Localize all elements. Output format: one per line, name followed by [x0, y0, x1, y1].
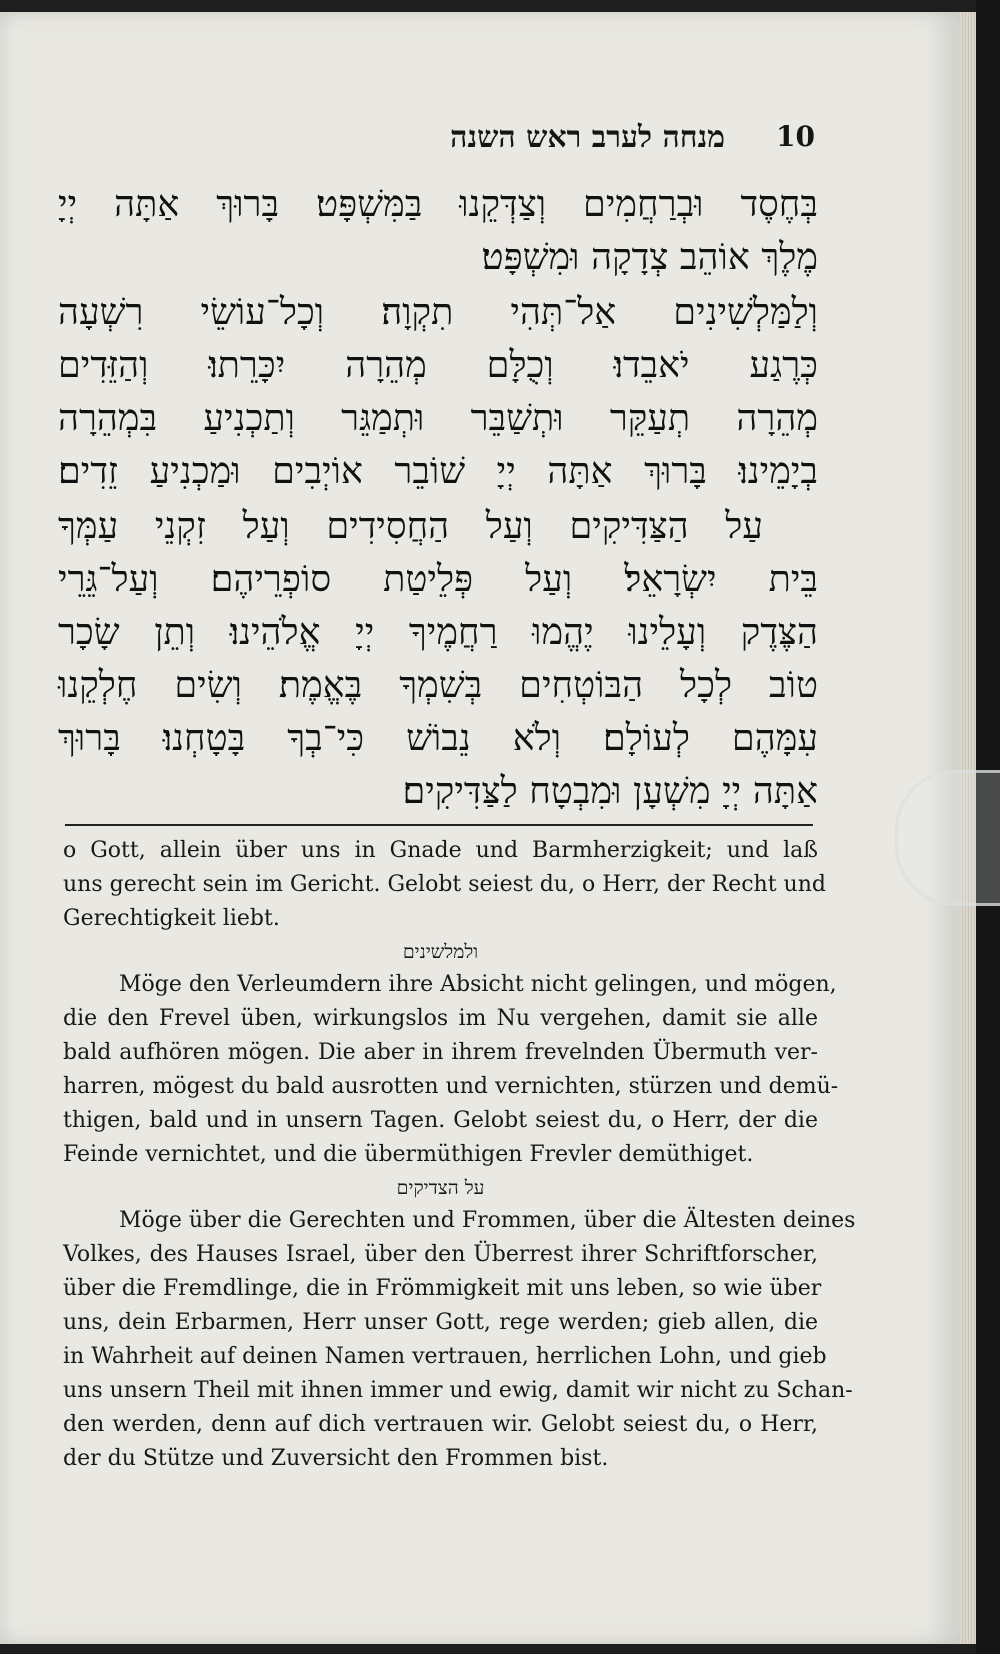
german-line: harren, mögest du bald ausrotten und vernichten, stürzen und demü- [63, 1074, 839, 1099]
german-line: uns, dein Erbarmen, Herr unser Gott, rege werden; gieb allen, die [63, 1310, 818, 1335]
german-line: uns unsern Theil mit ihnen immer und ewig, damit wir nicht zu Schan- [63, 1378, 853, 1403]
hebrew-paragraph-1 [58, 177, 818, 283]
section-divider [65, 824, 813, 826]
section-heading-hebrew: ולמלשינים [402, 941, 479, 963]
german-line: uns gerecht sein im Gericht. Gelobt seiest du, o Herr, der Recht und [63, 872, 826, 897]
german-translation [63, 834, 856, 1476]
hebrew-line: עִמָּהֶם לְעוֹלָם׃ וְלֹא נֵבוֹשׁ כִּי־בְךָ בָּטָחְנוּ׃ בָּרוּךְ [58, 716, 818, 759]
german-line: Gerechtigkeit liebt. [63, 906, 280, 931]
german-line: Möge über die Gerechten und Frommen, über die Ältesten deines [119, 1208, 856, 1233]
hebrew-line: בֵּית יִשְׂרָאֵל׃ וְעַל פְּלֵיטַת סוֹפְרֵיהֶם׃ וְעַל־גֵּרֵי [58, 557, 818, 600]
german-line: der du Stütze und Zuversicht den Frommen bist. [63, 1446, 609, 1471]
german-line: Möge den Verleumdern ihre Absicht nicht gelingen, und mögen, [119, 972, 837, 997]
hebrew-line: מְהֵרָה תְעַקֵּר וּתְשַׁבֵּר וּתְמַגֵּר וְתַכְנִיעַ בִּמְהֵרָה [58, 396, 818, 439]
hebrew-text-block [58, 177, 818, 819]
paper-clip [895, 770, 1000, 906]
hebrew-line: טוֹב לְכָל הַבּוֹטְחִים בְּשִׁמְךָ בֶּאֱמֶת׃ וְשִׂים חֶלְקֵנוּ [58, 663, 818, 706]
section-heading-hebrew: על הצדיקים [396, 1177, 485, 1199]
german-line: die den Frevel üben, wirkungslos im Nu vergehen, damit sie alle [63, 1006, 818, 1031]
german-line: Volkes, des Hauses Israel, über den Überrest ihrer Schriftforscher, [63, 1242, 818, 1267]
german-line: den werden, denn auf dich vertrauen wir. Gelobt seiest du, o Herr, [63, 1412, 818, 1437]
hebrew-line: הַצֶּדֶק וְעָלֵינוּ יֶהֱמוּ רַחֲמֶיךָ יְיָ אֱלֹהֵינוּ׃ וְתֵן שָׂכָר [58, 610, 818, 653]
german-line: o Gott, allein über uns in Gnade und Barmherzigkeit; und laß [63, 838, 818, 863]
hebrew-line: אַתָּה יְיָ מִשְׁעָן וּמִבְטָח לַצַּדִּיקִים׃ [402, 769, 818, 812]
hebrew-line: עַל הַצַּדִּיקִים וְעַל הַחֲסִידִים וְעַל זִקְנֵי עַמְּךָ [58, 504, 763, 547]
book-page [0, 12, 960, 1644]
hebrew-paragraph-2 [58, 285, 818, 497]
hebrew-line: מֶלֶךְ אוֹהֵב צְדָקָה וּמִשְׁפָּט׃ [481, 235, 818, 278]
hebrew-line: בְיָמֵינוּ׃ בָּרוּךְ אַתָּה יְיָ שׁוֹבֵר אוֹיְבִים וּמַכְנִיעַ זֵדִים׃ [58, 449, 818, 492]
german-line: über die Fremdlinge, die in Frömmigkeit mit uns leben, so wie über [63, 1276, 822, 1301]
german-line: bald aufhören mögen. Die aber in ihrem frevelnden Übermuth ver- [63, 1040, 818, 1065]
hebrew-paragraph-3 [58, 499, 818, 817]
hebrew-line: כְּרֶגַע יֹאבֵדוּ׃ וְכֻלָּם מְהֵרָה יִכָּרֵתוּ׃ וְהַזֵּדִים [58, 343, 818, 386]
hebrew-line: וְלַמַּלְשִׁינִים אַל־תְּהִי תִקְוָה׃ וְכָל־עוֹשֵׂי רִשְׁעָה [58, 290, 818, 333]
german-line: in Wahrheit auf deinen Namen vertrauen, herrlichen Lohn, und gieb [63, 1344, 827, 1369]
running-title: מנחה לערב ראש השנה [450, 120, 725, 155]
page-header [60, 120, 815, 164]
german-line: Feinde vernichtet, und die übermüthigen Frevler demüthiget. [63, 1142, 754, 1167]
german-line: thigen, bald und in unsern Tagen. Gelobt seiest du, o Herr, der die [63, 1108, 818, 1133]
hebrew-line: בְּחֶסֶד וּבְרַחֲמִים וְצַדְּקֵנוּ בַּמִּשְׁפָּט׃ בָּרוּךְ אַתָּה יְיָ [58, 182, 818, 225]
page-number: 10 [776, 120, 815, 153]
